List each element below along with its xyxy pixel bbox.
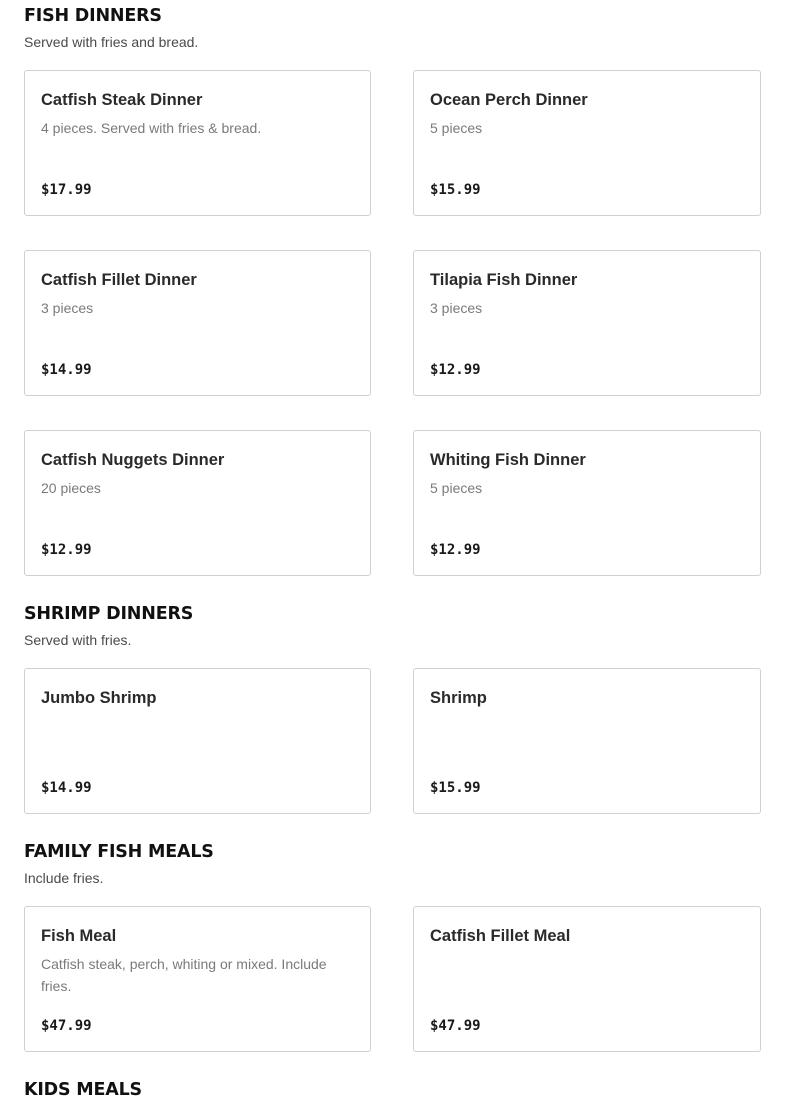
item-price: $15.99 bbox=[430, 780, 481, 796]
item-name: Catfish Nuggets Dinner bbox=[41, 451, 225, 469]
section-shrimp-dinners bbox=[24, 603, 761, 649]
menu-item-card[interactable] bbox=[413, 906, 761, 1052]
item-description: 20 pieces bbox=[41, 480, 101, 496]
section-description: Served with fries. bbox=[24, 632, 132, 648]
item-description: 5 pieces bbox=[430, 120, 483, 136]
item-description: 3 pieces bbox=[41, 300, 94, 316]
section-title: FISH DINNERS bbox=[24, 6, 162, 26]
item-description: 4 pieces. Served with fries & bread. bbox=[41, 120, 262, 136]
section-title: KIDS MEALS bbox=[24, 1080, 142, 1100]
item-name: Jumbo Shrimp bbox=[41, 689, 157, 707]
item-price: $15.99 bbox=[430, 182, 481, 198]
item-price: $12.99 bbox=[41, 542, 92, 558]
section-fish-dinners bbox=[24, 5, 761, 51]
menu-item-card[interactable] bbox=[24, 250, 371, 396]
item-description: Catfish steak, perch, whiting or mixed. Include fries. bbox=[41, 956, 327, 994]
menu-item-card[interactable] bbox=[24, 668, 371, 814]
item-name: Tilapia Fish Dinner bbox=[430, 271, 578, 289]
item-price: $12.99 bbox=[430, 362, 481, 378]
item-name: Whiting Fish Dinner bbox=[430, 451, 586, 469]
item-name: Fish Meal bbox=[41, 927, 117, 945]
section-family-fish-meals bbox=[24, 841, 761, 887]
item-price: $17.99 bbox=[41, 182, 92, 198]
item-name: Catfish Steak Dinner bbox=[41, 91, 203, 109]
item-price: $14.99 bbox=[41, 362, 92, 378]
item-description: 3 pieces bbox=[430, 300, 483, 316]
item-name: Catfish Fillet Meal bbox=[430, 927, 571, 945]
item-name: Ocean Perch Dinner bbox=[430, 91, 588, 109]
menu-item-card[interactable] bbox=[413, 668, 761, 814]
item-description: 5 pieces bbox=[430, 480, 483, 496]
menu-item-card[interactable] bbox=[413, 250, 761, 396]
section-kids-meals bbox=[24, 1079, 761, 1101]
menu-item-card[interactable] bbox=[24, 430, 371, 576]
section-title: SHRIMP DINNERS bbox=[24, 604, 194, 624]
item-price: $12.99 bbox=[430, 542, 481, 558]
menu-item-card[interactable] bbox=[413, 430, 761, 576]
menu-item-card[interactable] bbox=[24, 70, 371, 216]
menu-item-card[interactable] bbox=[413, 70, 761, 216]
item-price: $47.99 bbox=[430, 1018, 481, 1034]
item-name: Shrimp bbox=[430, 689, 487, 707]
item-price: $47.99 bbox=[41, 1018, 92, 1034]
item-price: $14.99 bbox=[41, 780, 92, 796]
item-name: Catfish Fillet Dinner bbox=[41, 271, 197, 289]
section-description: Include fries. bbox=[24, 870, 104, 886]
section-description: Served with fries and bread. bbox=[24, 34, 199, 50]
section-title: FAMILY FISH MEALS bbox=[24, 842, 214, 862]
menu-item-card[interactable] bbox=[24, 906, 371, 1052]
